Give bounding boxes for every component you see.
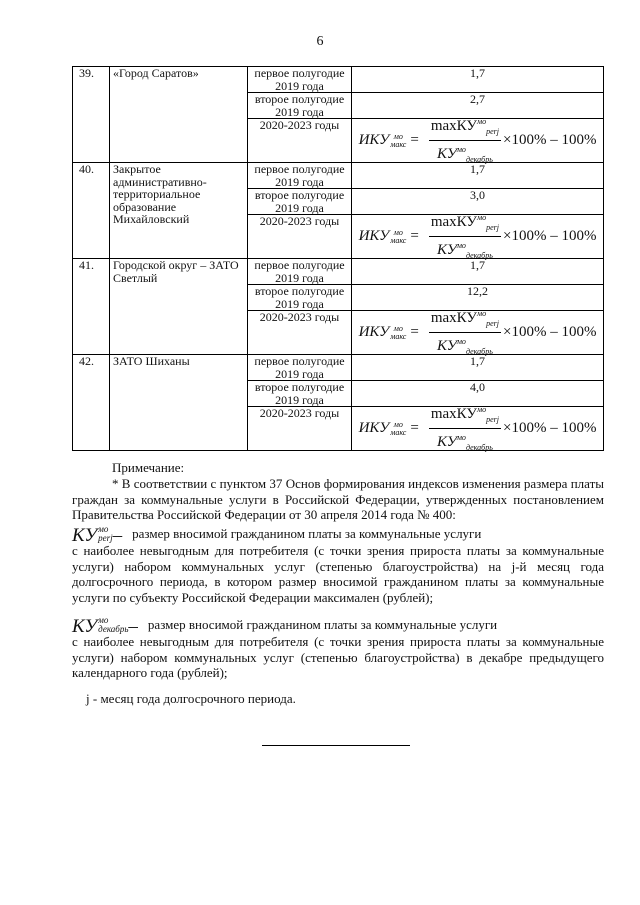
- definition-2: КУ мо декабрь – размер вносимой гражданином платы за коммунальные услуги с наиболее невыгодным для потребителя (с точки зрения прироста платы за коммунальные услуги) набором коммунальных услуг (степенью благоустройства) в декабре предыдущего календарного года (рублей);: [72, 615, 604, 680]
- value-cell: 12,2: [352, 285, 604, 311]
- municipality-index-table: [72, 66, 604, 451]
- period-cell: первое полугодие 2019 года: [248, 355, 352, 381]
- definition-1-text: с наиболее невыгодным для потребителя (с точки зрения прироста платы за коммунальные услуги) набором коммунальных услуг (степенью благоустройства) на j-й месяц года долгосрочного периода, в котором размер вносимой гражданином платы за коммунальные услуги по субъекту Российской Федерации максимален (рублей);: [72, 543, 604, 605]
- value-cell: 1,7: [352, 67, 604, 93]
- row-number: 40.: [73, 163, 110, 259]
- value-cell: 3,0: [352, 189, 604, 215]
- period-cell: 2020-2023 годы: [248, 311, 352, 355]
- end-rule: [262, 745, 410, 746]
- period-cell: 2020-2023 годы: [248, 119, 352, 163]
- period-cell: первое полугодие 2019 года: [248, 67, 352, 93]
- period-cell: второе полугодие 2019 года: [248, 93, 352, 119]
- index-formula: ИКУ мо макс = $\frac{\max КУ^{мо}_{perj}}{КУ^{мо}_{декабрь}}$ ×100% – 100%: [352, 407, 603, 450]
- period-cell: 2020-2023 годы: [248, 215, 352, 259]
- municipality-name: Закрытое административно-территориальное образование Михайловский: [110, 163, 248, 259]
- municipality-name: Городской округ – ЗАТО Светлый: [110, 259, 248, 355]
- value-cell: 4,0: [352, 381, 604, 407]
- formula-cell: [352, 311, 604, 355]
- definition-3: j - месяц года долгосрочного периода.: [86, 691, 296, 706]
- row-number: 39.: [73, 67, 110, 163]
- index-formula: ИКУ мо макс = $\frac{\max КУ^{мо}_{perj}}{КУ^{мо}_{декабрь}}$ ×100% – 100%: [352, 215, 603, 258]
- period-cell: второе полугодие 2019 года: [248, 285, 352, 311]
- symbol-ku-december: КУ мо декабрь –: [72, 615, 138, 637]
- value-cell: 1,7: [352, 355, 604, 381]
- note-intro: * В соответствии с пунктом 37 Основ формирования индексов изменения размера платы граждан за коммунальные услуги в Российской Федерации, утвержденных постановлением Правительства Российской Федерации от 30 апреля 2014 года № 400:: [72, 476, 604, 522]
- index-formula: ИКУ мо макс = $\frac{\max КУ^{мо}_{perj}}{КУ^{мо}_{декабрь}}$ ×100% – 100%: [352, 119, 603, 162]
- period-cell: первое полугодие 2019 года: [248, 259, 352, 285]
- row-number: 41.: [73, 259, 110, 355]
- symbol-ku-perj: КУ мо perj –: [72, 524, 123, 546]
- definition-2-text: с наиболее невыгодным для потребителя (с точки зрения прироста платы за коммунальные услуги) набором коммунальных услуг (степенью благоустройства) в декабре предыдущего календарного года (рублей);: [72, 634, 604, 680]
- municipality-name: ЗАТО Шиханы: [110, 355, 248, 451]
- index-formula: ИКУ мо макс = $\frac{\max КУ^{мо}_{perj}}{КУ^{мо}_{декабрь}}$ ×100% – 100%: [352, 311, 603, 354]
- period-cell: второе полугодие 2019 года: [248, 381, 352, 407]
- table-row: [73, 355, 604, 381]
- formula-cell: [352, 119, 604, 163]
- table-row: [73, 163, 604, 189]
- table-row: [73, 259, 604, 285]
- municipality-name: «Город Саратов»: [110, 67, 248, 163]
- page-number: 6: [316, 34, 324, 49]
- definition-1: КУ мо perj – размер вносимой гражданином платы за коммунальные услуги с наиболее невыгодным для потребителя (с точки зрения прироста платы за коммунальные услуги) набором коммунальных услуг (степенью благоустройства) на j-й месяц года долгосрочного периода, в котором размер вносимой гражданином платы за коммунальные услуги по субъекту Российской Федерации максимален (рублей);: [72, 524, 604, 605]
- value-cell: 1,7: [352, 259, 604, 285]
- table-row: [73, 67, 604, 93]
- formula-cell: [352, 215, 604, 259]
- value-cell: 2,7: [352, 93, 604, 119]
- row-number: 42.: [73, 355, 110, 451]
- period-cell: первое полугодие 2019 года: [248, 163, 352, 189]
- note-title: Примечание:: [112, 460, 185, 475]
- period-cell: второе полугодие 2019 года: [248, 189, 352, 215]
- value-cell: 1,7: [352, 163, 604, 189]
- period-cell: 2020-2023 годы: [248, 407, 352, 451]
- formula-cell: [352, 407, 604, 451]
